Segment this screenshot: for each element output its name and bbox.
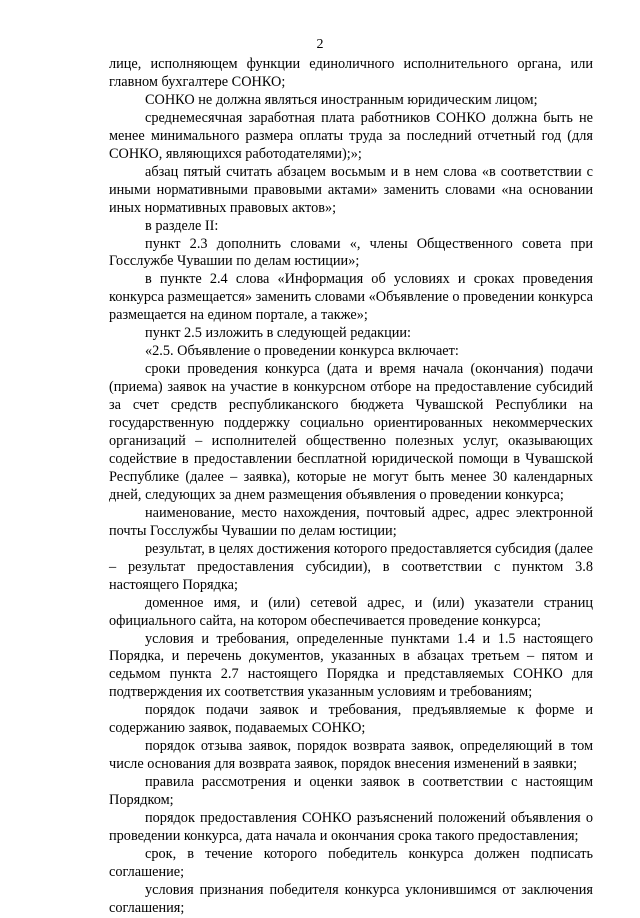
paragraph: условия признания победителя конкурса уклонившимся от заключения соглашения; <box>109 881 593 916</box>
paragraph: СОНКО не должна являться иностранным юридическим лицом; <box>145 91 538 108</box>
paragraph: абзац пятый считать абзацем восьмым и в нем слова «в соответствии с иными нормативными правовыми актами» заменить словами «на основании иных нормативных правовых актов»; <box>109 163 593 216</box>
paragraph: наименование, место нахождения, почтовый адрес, адрес электронной почты Госслужбы Чувашии по делам юстиции; <box>109 504 593 539</box>
section-heading: в разделе II: <box>145 217 219 234</box>
paragraph: правила рассмотрения и оценки заявок в соответствии с настоящим Порядком; <box>109 774 593 809</box>
paragraph: доменное имя, и (или) сетевой адрес, и (или) указатели страниц официального сайта, на котором обеспечивается проведение конкурса; <box>109 594 593 629</box>
document-body <box>109 56 593 918</box>
paragraph: пункт 2.5 изложить в следующей редакции: <box>145 325 412 342</box>
paragraph: порядок подачи заявок и требования, предъявляемые к форме и содержанию заявок, подаваемых СОНКО; <box>109 702 593 737</box>
paragraph: результат, в целях достижения которого предоставляется субсидия (далее – результат предоставления субсидии), в соответствии с пунктом 3.8 настоящего Порядка; <box>109 540 593 593</box>
paragraph: среднемесячная заработная плата работников СОНКО должна быть не менее минимального размера оплаты труда за последний отчетный год (для СОНКО, являющихся работодателями);»; <box>109 109 593 162</box>
paragraph: порядок отзыва заявок, порядок возврата заявок, определяющий в том числе основания для возврата заявок, порядок внесения изменений в заявки; <box>109 738 593 773</box>
paragraph: условия и требования, определенные пунктами 1.4 и 1.5 настоящего Порядка, и перечень документов, указанных в абзацах третьем – пятом и седьмом пункта 2.7 настоящего Порядка и представляемых СОНКО для подтверждения их соответствия указанным условиям и требованиям; <box>109 630 593 701</box>
paragraph: в пункте 2.4 слова «Информация об условиях и сроках проведения конкурса размещается» заменить словами «Объявление о проведении конкурса размещается на едином портале, а также»; <box>109 271 593 324</box>
paragraph: срок, в течение которого победитель конкурса должен подписать соглашение; <box>109 845 593 880</box>
paragraph: порядок предоставления СОНКО разъяснений положений объявления о проведении конкурса, дата начала и окончания срока такого предоставления; <box>109 810 593 844</box>
paragraph: лице, исполняющем функции единоличного исполнительного органа, или главном бухгалтере СОНКО; <box>109 56 593 90</box>
paragraph: «2.5. Объявление о проведении конкурса включает: <box>145 343 459 360</box>
paragraph: сроки проведения конкурса (дата и время начала (окончания) подачи (приема) заявок на участие в конкурсном отборе на предоставление субсидий за счет средств республиканского бюджета Чувашской Республики на государственную поддержку социально ориентированных некоммерческих организаций – исполнителей общественно полезных услуг, оказывающих содействие в предоставлении бесплатной юридической помощи в Чувашской Республике (далее – заявка), которые не могут быть менее 30 календарных дней, следующих за днем размещения объявления о проведении конкурса; <box>109 361 593 503</box>
page-number: 2 <box>316 37 324 52</box>
paragraph: пункт 2.3 дополнить словами «, члены Общественного совета при Госслужбе Чувашии по делам юстиции»; <box>109 235 593 270</box>
